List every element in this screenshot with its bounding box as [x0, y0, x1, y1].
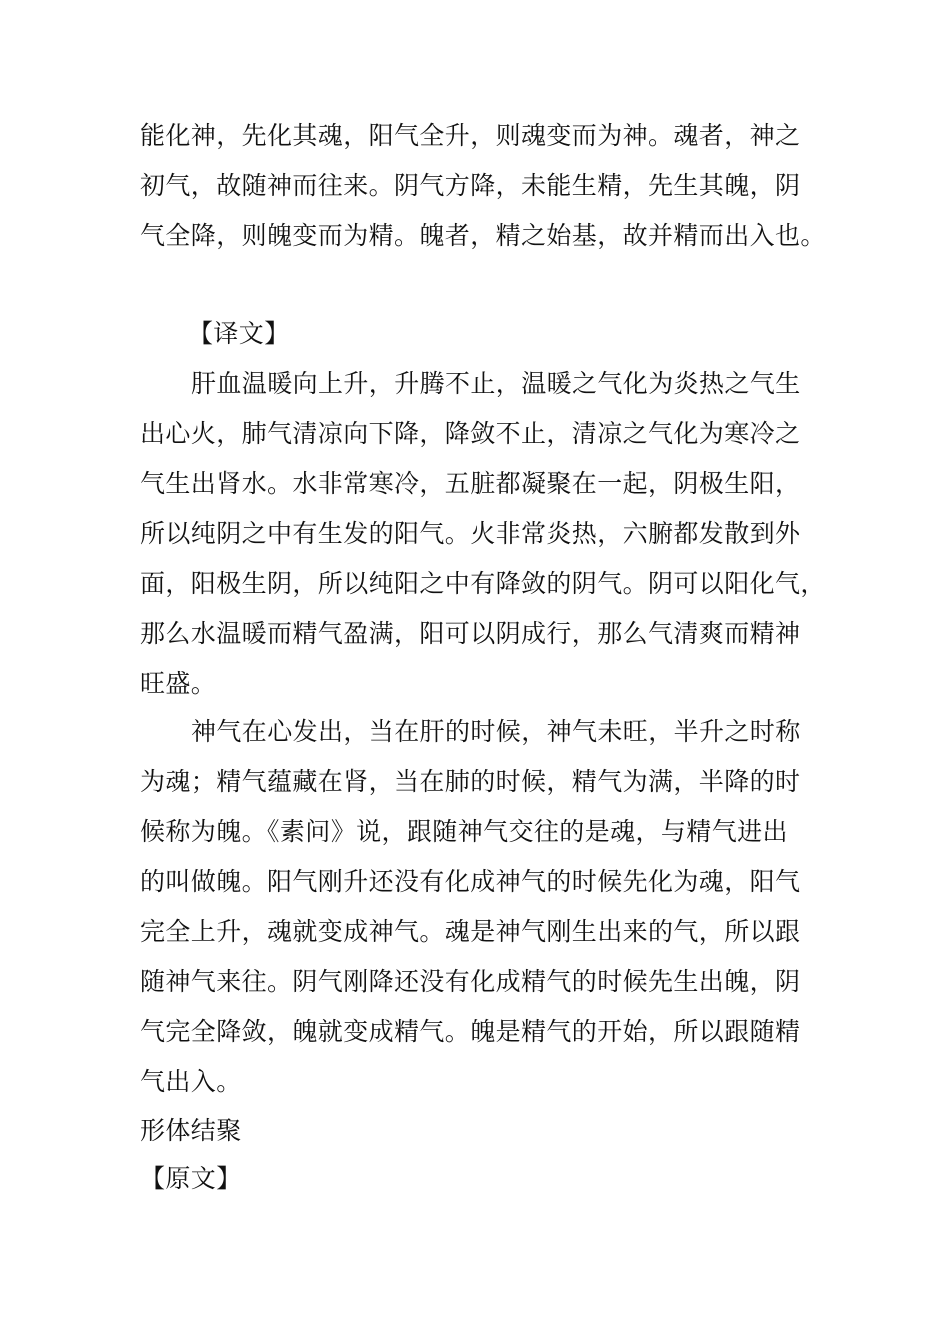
text-line: 随神气来往。阴气刚降还没有化成精气的时候先生出魄，阴 — [140, 967, 801, 996]
text-line: 出心火，肺气清凉向下降，降敛不止，清凉之气化为寒冷之 — [140, 419, 801, 448]
text-line: 初气，故随神而往来。阴气方降，未能生精，先生其魄，阴 — [140, 171, 801, 200]
text-line: 能化神，先化其魂，阳气全升，则魂变而为神。魂者，神之 — [140, 121, 801, 150]
text-line: 肝血温暖向上升，升腾不止，温暖之气化为炎热之气生 — [191, 369, 801, 398]
text-line: 面，阳极生阴，所以纯阳之中有降敛的阴气。阴可以阳化气， — [140, 569, 826, 598]
text-line: 的叫做魄。阳气刚升还没有化成神气的时候先化为魂，阳气 — [140, 867, 801, 896]
text-line: 旺盛。 — [140, 669, 217, 698]
text-line: 气出入。 — [140, 1067, 242, 1096]
text-line: 神气在心发出，当在肝的时候，神气未旺，半升之时称 — [191, 717, 801, 746]
translation-heading: 【译文】 — [188, 319, 290, 348]
original-heading: 【原文】 — [140, 1164, 242, 1193]
text-line: 气生出肾水。水非常寒冷，五脏都凝聚在一起，阴极生阳， — [140, 469, 801, 498]
text-line: 完全上升，魂就变成神气。魂是神气刚生出来的气，所以跟 — [140, 917, 801, 946]
text-line: 气完全降敛，魄就变成精气。魄是精气的开始，所以跟随精 — [140, 1017, 801, 1046]
section-title: 形体结聚 — [140, 1116, 242, 1145]
text-line: 所以纯阴之中有生发的阳气。火非常炎热，六腑都发散到外 — [140, 519, 801, 548]
text-line: 候称为魄。《素问》说，跟随神气交往的是魂，与精气进出 — [140, 817, 788, 846]
text-line: 那么水温暖而精气盈满，阳可以阴成行，那么气清爽而精神 — [140, 619, 801, 648]
text-line: 气全降，则魄变而为精。魄者，精之始基，故并精而出入也。 — [140, 221, 826, 250]
text-line: 为魂；精气蕴藏在肾，当在肺的时候，精气为满，半降的时 — [140, 767, 801, 796]
